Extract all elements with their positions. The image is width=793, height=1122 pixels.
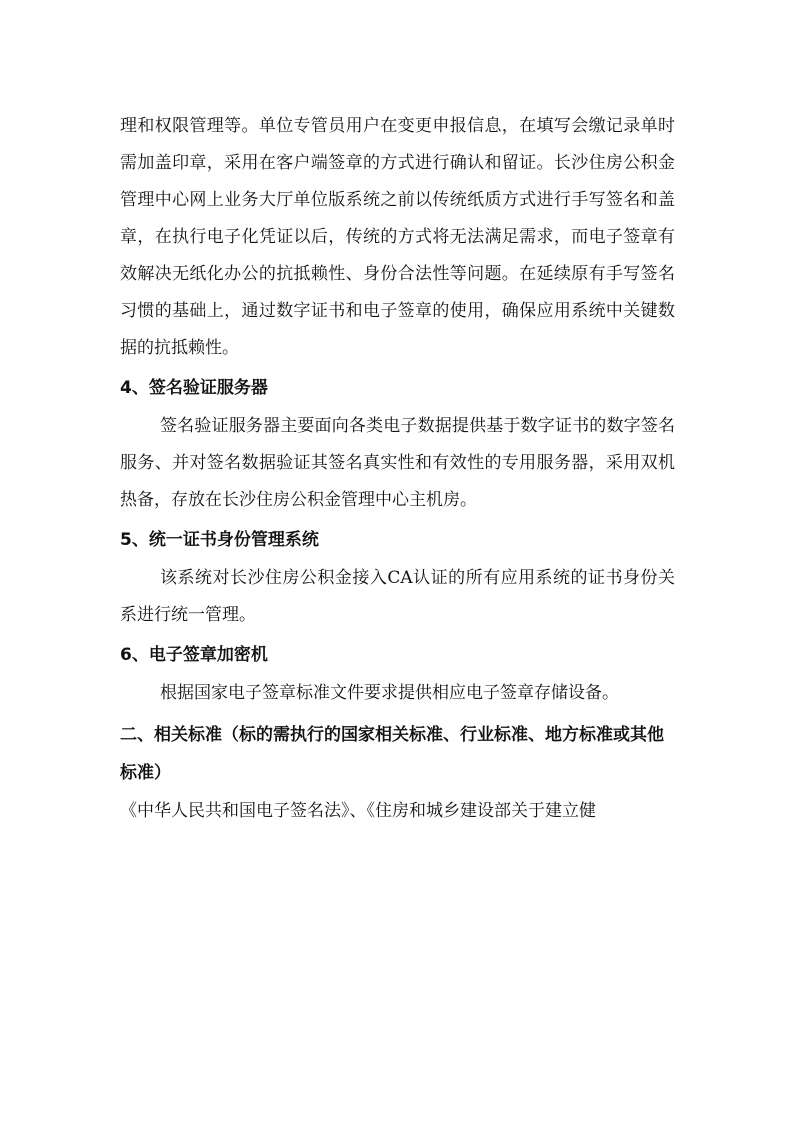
document-body: [120, 108, 675, 830]
heading-e-seal-encryptor: 6、电子签章加密机: [120, 645, 268, 665]
paragraph-signature-verification-server: 签名验证服务器主要面向各类电子数据提供基于数字证书的数字签名服务、并对签名数据验证其签名真实性和有效性的专用服务器，采用双机热备，存放在长沙住房公积金管理中心主机房。: [120, 416, 675, 510]
paragraph-unified-certificate-identity-system: 该系统对长沙住房公积金接入CA认证的所有应用系统的证书身份关系进行统一管理。: [120, 568, 675, 625]
heading-unified-certificate-identity-system: 5、统一证书身份管理系统: [120, 530, 319, 550]
heading-related-standards: 二、相关标准（标的需执行的国家相关标准、行业标准、地方标准或其他标准）: [120, 725, 664, 783]
paragraph-related-standards: 《中华人民共和国电子签名法》、《住房和城乡建设部关于建立健: [120, 801, 596, 821]
heading-signature-verification-server: 4、签名验证服务器: [120, 378, 268, 398]
paragraph-intro-continued: 理和权限管理等。单位专管员用户在变更申报信息，在填写会缴记录单时需加盖印章，采用在客户端签章的方式进行确认和留证。长沙住房公积金管理中心网上业务大厅单位版系统之前以传统纸质方式进行手写签名和盖章，在执行电子化凭证以后，传统的方式将无法满足需求，而电子签章有效解决无纸化办公的抗抵赖性、身份合法性等问题。在延续原有手写签名习惯的基础上，通过数字证书和电子签章的使用，确保应用系统中关键数据的抗抵赖性。: [120, 116, 675, 358]
paragraph-e-seal-encryptor: 根据国家电子签章标准文件要求提供相应电子签章存储设备。: [160, 683, 619, 703]
